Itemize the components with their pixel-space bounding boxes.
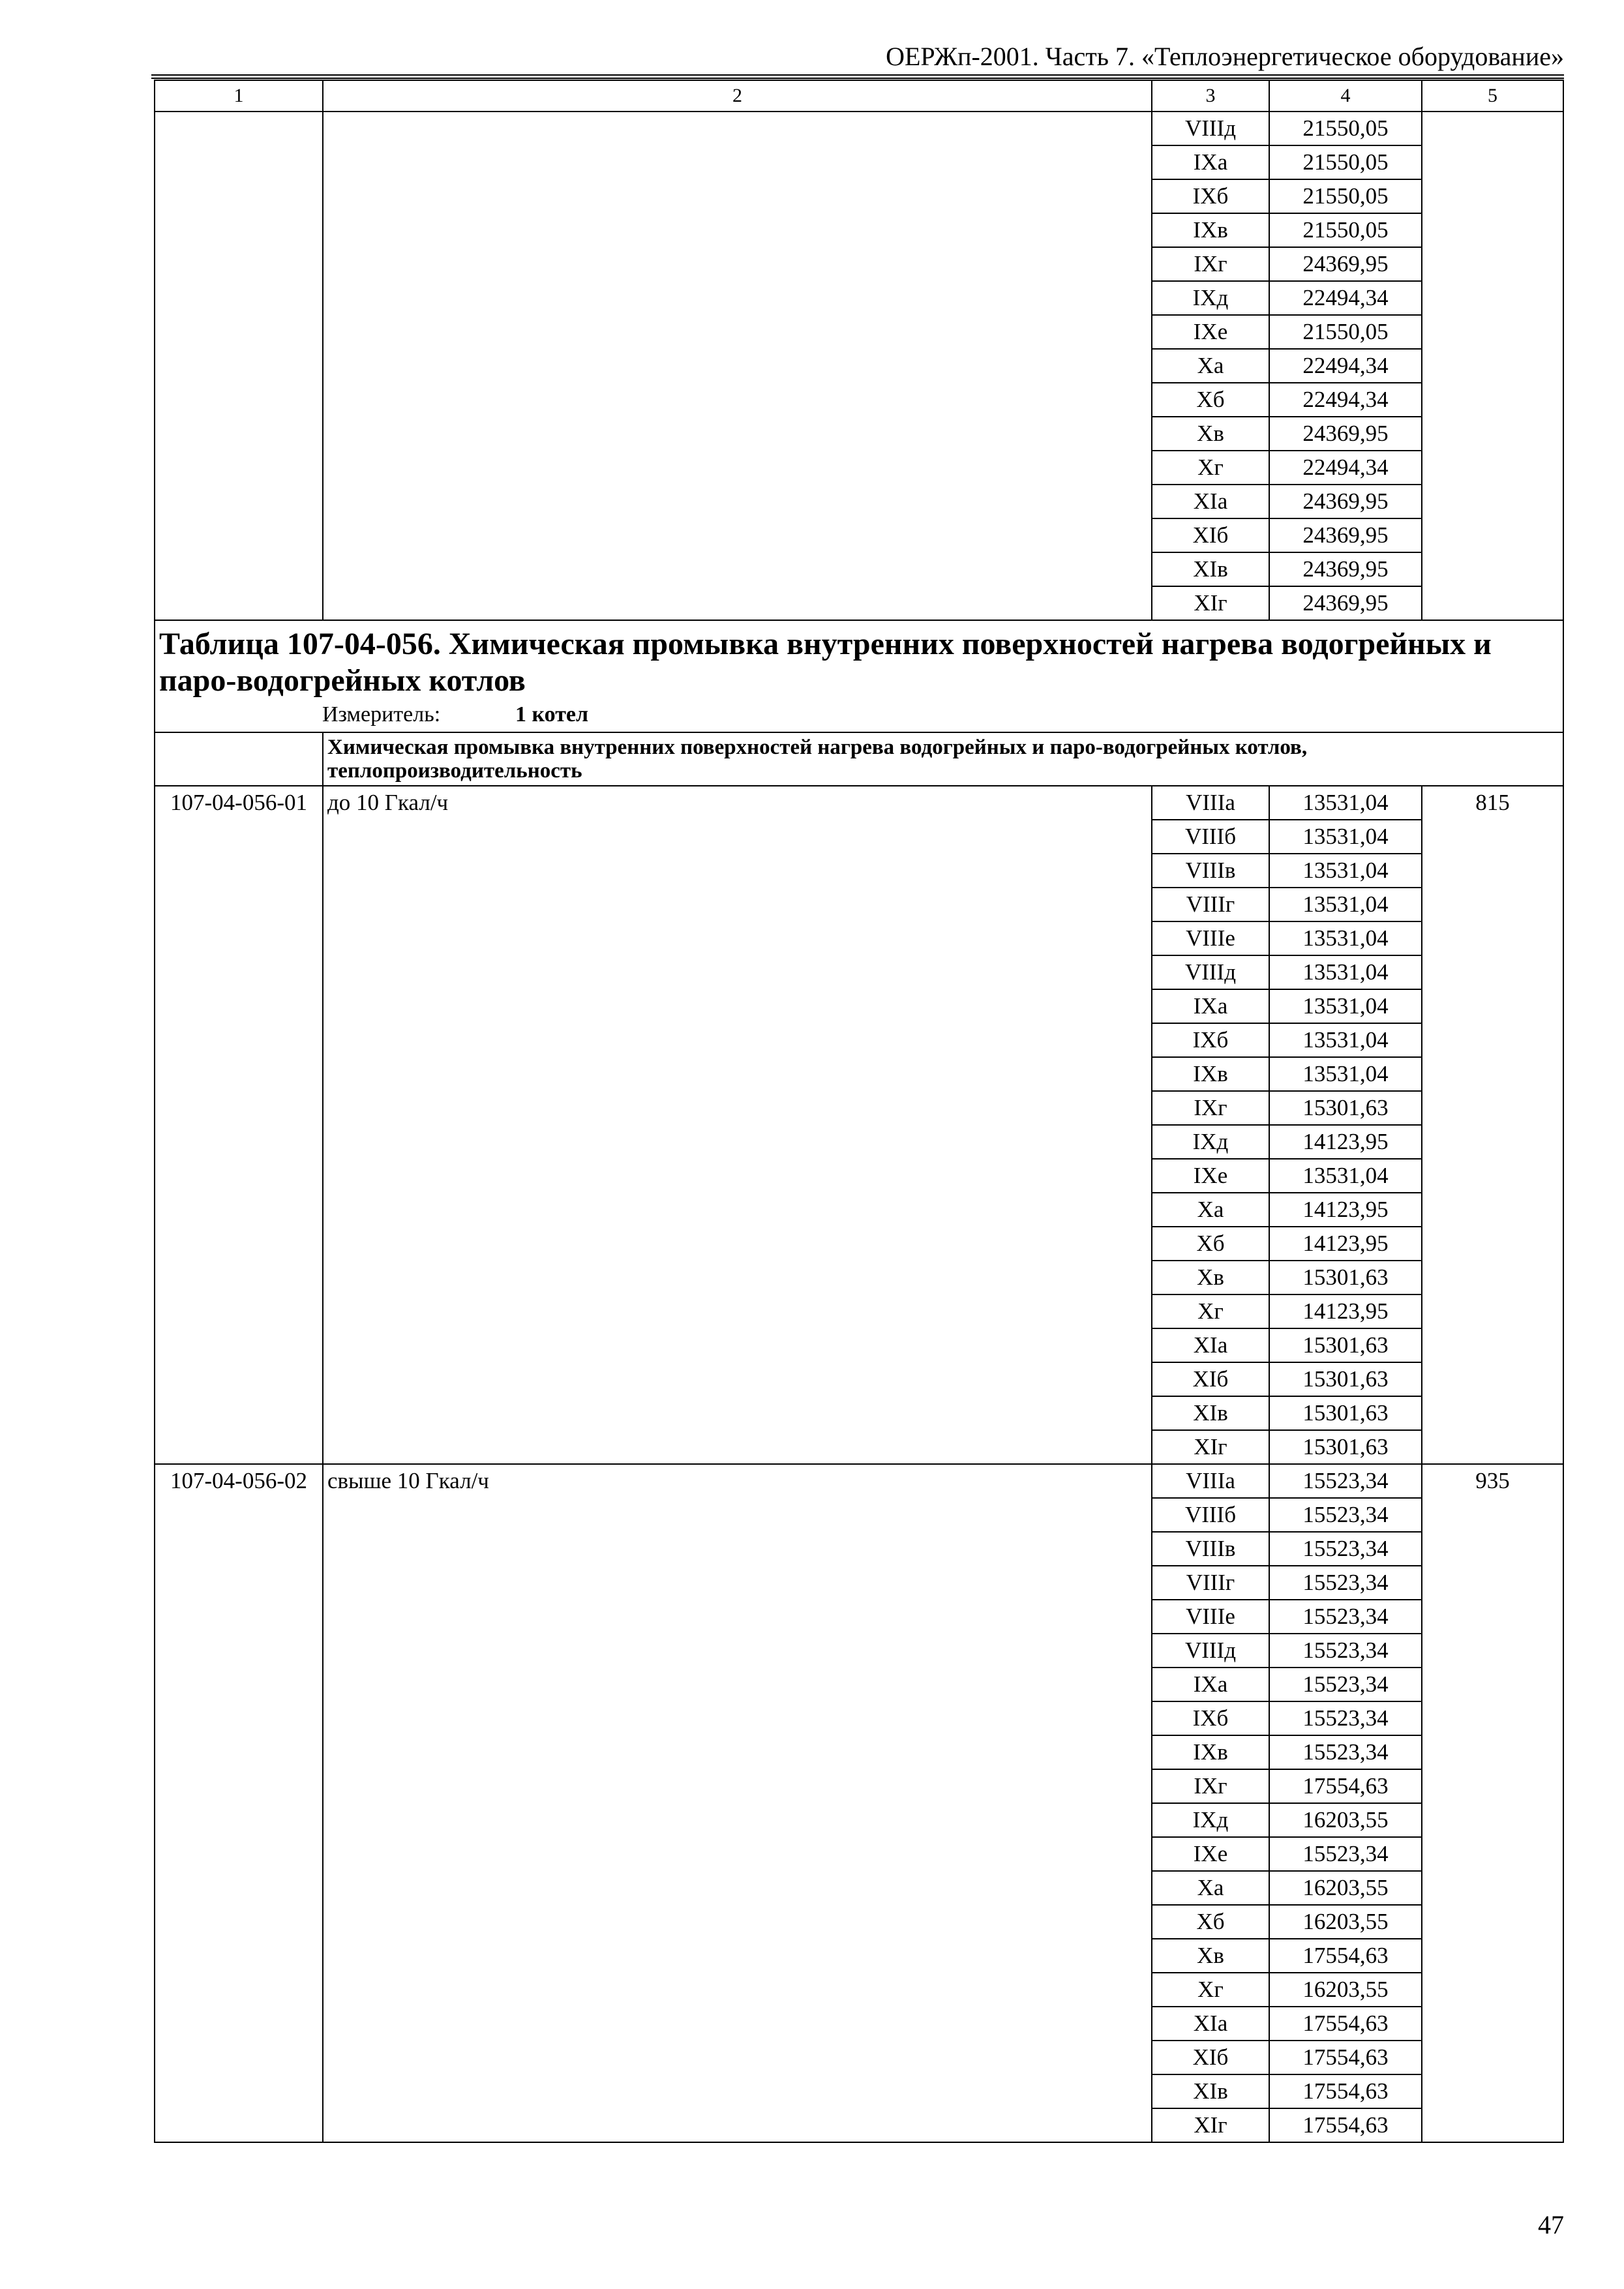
column-number: 4 <box>1269 80 1422 112</box>
zone-cell: IXб <box>1152 1023 1269 1057</box>
table-title: Таблица 107-04-056. Химическая промывка внутренних поверхностей нагрева водогрейных и паро-водогрейных котлов <box>159 627 1492 698</box>
price-cell: 15523,34 <box>1269 1464 1422 1498</box>
price-cell: 13531,04 <box>1269 989 1422 1023</box>
price-cell: 15523,34 <box>1269 1701 1422 1735</box>
value-cell <box>1422 112 1563 620</box>
zone-cell: VIIIг <box>1152 888 1269 921</box>
zone-cell: IXв <box>1152 213 1269 247</box>
item-value: 935 <box>1422 1464 1563 2142</box>
price-cell: 16203,55 <box>1269 1973 1422 2007</box>
zone-cell: XIв <box>1152 2074 1269 2108</box>
price-cell: 24369,95 <box>1269 247 1422 281</box>
column-number: 2 <box>323 80 1152 112</box>
price-cell: 14123,95 <box>1269 1227 1422 1261</box>
price-cell: 13531,04 <box>1269 1159 1422 1193</box>
zone-cell: XIв <box>1152 1396 1269 1430</box>
zone-cell: VIIIб <box>1152 820 1269 854</box>
price-cell: 13531,04 <box>1269 955 1422 989</box>
price-cell: 16203,55 <box>1269 1905 1422 1939</box>
table-subtitle-row <box>155 732 1563 786</box>
zone-cell: IXб <box>1152 1701 1269 1735</box>
price-cell: 15301,63 <box>1269 1430 1422 1464</box>
meter-label: Измеритель: <box>322 702 441 726</box>
price-cell: 17554,63 <box>1269 1769 1422 1803</box>
zone-cell: XIв <box>1152 552 1269 586</box>
table-row <box>155 112 1563 145</box>
zone-cell: IXд <box>1152 281 1269 315</box>
price-cell: 13531,04 <box>1269 921 1422 955</box>
price-cell: 22494,34 <box>1269 383 1422 417</box>
price-cell: 17554,63 <box>1269 2041 1422 2074</box>
table-row <box>155 786 1563 820</box>
zone-cell: IXe <box>1152 1159 1269 1193</box>
item-value: 815 <box>1422 786 1563 1464</box>
price-cell: 21550,05 <box>1269 112 1422 145</box>
zone-cell: VIIIб <box>1152 1498 1269 1532</box>
zone-cell: XIг <box>1152 586 1269 620</box>
price-cell: 24369,95 <box>1269 552 1422 586</box>
zone-cell: Xa <box>1152 1871 1269 1905</box>
price-cell: 24369,95 <box>1269 518 1422 552</box>
column-number: 1 <box>155 80 323 112</box>
price-cell: 24369,95 <box>1269 417 1422 451</box>
zone-cell: IXб <box>1152 179 1269 213</box>
price-cell: 17554,63 <box>1269 2074 1422 2108</box>
price-cell: 21550,05 <box>1269 213 1422 247</box>
item-name: до 10 Гкал/ч <box>323 786 1152 1464</box>
table-row <box>155 1464 1563 1498</box>
zone-cell: VIIIд <box>1152 955 1269 989</box>
price-cell: 14123,95 <box>1269 1125 1422 1159</box>
item-name: свыше 10 Гкал/ч <box>323 1464 1152 2142</box>
zone-cell: VIIIa <box>1152 1464 1269 1498</box>
zone-cell: IXa <box>1152 989 1269 1023</box>
price-cell: 15523,34 <box>1269 1668 1422 1701</box>
page-header: ОЕРЖп-2001. Часть 7. «Теплоэнергетическое оборудование» <box>886 42 1564 71</box>
zone-cell: VIIIв <box>1152 1532 1269 1566</box>
zone-cell: VIIIд <box>1152 1634 1269 1668</box>
zone-cell: VIIIг <box>1152 1566 1269 1600</box>
rates-table <box>154 80 1564 2143</box>
code-cell <box>155 732 323 786</box>
zone-cell: VIIIв <box>1152 854 1269 888</box>
price-cell: 21550,05 <box>1269 315 1422 349</box>
zone-cell: XIa <box>1152 485 1269 518</box>
price-cell: 14123,95 <box>1269 1193 1422 1227</box>
price-cell: 17554,63 <box>1269 1939 1422 1973</box>
zone-cell: Xв <box>1152 1261 1269 1294</box>
price-cell: 15523,34 <box>1269 1498 1422 1532</box>
zone-cell: XIб <box>1152 2041 1269 2074</box>
price-cell: 15301,63 <box>1269 1396 1422 1430</box>
table-title-cell <box>155 620 1563 732</box>
zone-cell: IXa <box>1152 145 1269 179</box>
price-cell: 13531,04 <box>1269 820 1422 854</box>
item-code: 107-04-056-02 <box>155 1464 323 2142</box>
price-cell: 15523,34 <box>1269 1532 1422 1566</box>
price-cell: 17554,63 <box>1269 2007 1422 2041</box>
price-cell: 17554,63 <box>1269 2108 1422 2142</box>
price-cell: 15523,34 <box>1269 1566 1422 1600</box>
zone-cell: IXг <box>1152 247 1269 281</box>
code-cell <box>155 112 323 620</box>
zone-cell: Xв <box>1152 417 1269 451</box>
column-number: 5 <box>1422 80 1563 112</box>
price-cell: 15301,63 <box>1269 1328 1422 1362</box>
price-cell: 21550,05 <box>1269 179 1422 213</box>
table-title-row <box>155 620 1563 732</box>
price-cell: 13531,04 <box>1269 786 1422 820</box>
price-cell: 15523,34 <box>1269 1735 1422 1769</box>
price-cell: 22494,34 <box>1269 349 1422 383</box>
price-cell: 13531,04 <box>1269 854 1422 888</box>
zone-cell: XIб <box>1152 518 1269 552</box>
zone-cell: VIIIд <box>1152 112 1269 145</box>
page-number: 47 <box>1538 2210 1564 2239</box>
zone-cell: XIг <box>1152 2108 1269 2142</box>
zone-cell: VIIIe <box>1152 1600 1269 1634</box>
meter-value: 1 котел <box>515 702 589 726</box>
price-cell: 13531,04 <box>1269 1057 1422 1091</box>
zone-cell: Xa <box>1152 349 1269 383</box>
price-cell: 15301,63 <box>1269 1362 1422 1396</box>
zone-cell: IXa <box>1152 1668 1269 1701</box>
zone-cell: IXд <box>1152 1125 1269 1159</box>
price-cell: 13531,04 <box>1269 1023 1422 1057</box>
price-cell: 15523,34 <box>1269 1600 1422 1634</box>
zone-cell: XIa <box>1152 2007 1269 2041</box>
price-cell: 22494,34 <box>1269 281 1422 315</box>
zone-cell: Xг <box>1152 1294 1269 1328</box>
zone-cell: VIIIa <box>1152 786 1269 820</box>
price-cell: 16203,55 <box>1269 1803 1422 1837</box>
zone-cell: IXд <box>1152 1803 1269 1837</box>
price-cell: 15523,34 <box>1269 1837 1422 1871</box>
price-cell: 15523,34 <box>1269 1634 1422 1668</box>
zone-cell: Xб <box>1152 1905 1269 1939</box>
zone-cell: IXв <box>1152 1735 1269 1769</box>
table-subtitle: Химическая промывка внутренних поверхностей нагрева водогрейных и паро-водогрейных котлов, теплопроизводительность <box>323 732 1563 786</box>
price-cell: 22494,34 <box>1269 451 1422 485</box>
price-cell: 24369,95 <box>1269 485 1422 518</box>
column-number: 3 <box>1152 80 1269 112</box>
zone-cell: Xг <box>1152 451 1269 485</box>
zone-cell: VIIIe <box>1152 921 1269 955</box>
zone-cell: IXг <box>1152 1091 1269 1125</box>
zone-cell: Xб <box>1152 383 1269 417</box>
price-cell: 15301,63 <box>1269 1091 1422 1125</box>
name-cell <box>323 112 1152 620</box>
price-cell: 24369,95 <box>1269 586 1422 620</box>
price-cell: 15301,63 <box>1269 1261 1422 1294</box>
price-cell: 13531,04 <box>1269 888 1422 921</box>
price-cell: 16203,55 <box>1269 1871 1422 1905</box>
zone-cell: Xa <box>1152 1193 1269 1227</box>
header-rule <box>151 74 1564 79</box>
zone-cell: Xб <box>1152 1227 1269 1261</box>
column-number-row <box>155 80 1563 112</box>
zone-cell: XIa <box>1152 1328 1269 1362</box>
zone-cell: IXe <box>1152 1837 1269 1871</box>
item-code: 107-04-056-01 <box>155 786 323 1464</box>
zone-cell: IXв <box>1152 1057 1269 1091</box>
zone-cell: IXг <box>1152 1769 1269 1803</box>
zone-cell: XIг <box>1152 1430 1269 1464</box>
meter-line <box>159 700 1559 729</box>
zone-cell: Xв <box>1152 1939 1269 1973</box>
price-cell: 14123,95 <box>1269 1294 1422 1328</box>
zone-cell: XIб <box>1152 1362 1269 1396</box>
price-cell: 21550,05 <box>1269 145 1422 179</box>
zone-cell: Xг <box>1152 1973 1269 2007</box>
zone-cell: IXe <box>1152 315 1269 349</box>
